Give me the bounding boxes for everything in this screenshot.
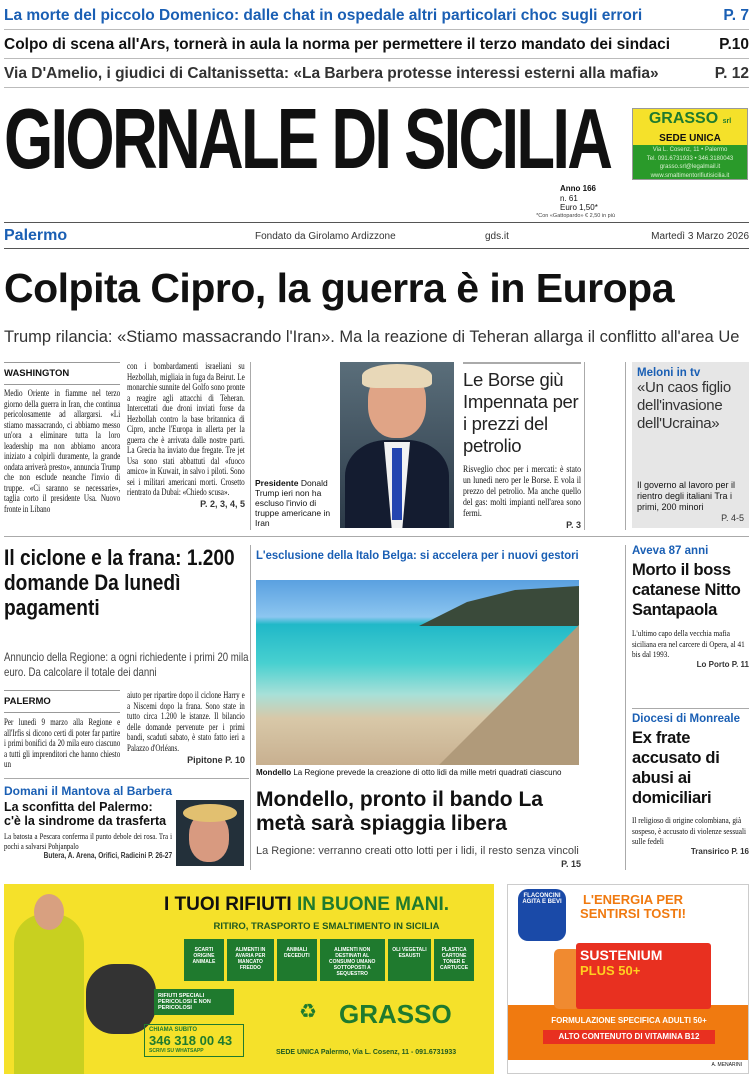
ad-line: ALTO CONTENUTO DI VITAMINA B12 [543,1030,715,1044]
site-link[interactable]: gds.it [485,231,509,242]
teaser-3[interactable] [4,60,749,88]
ad-service: PLASTICA CARTONE TONER E CARTUCCE [434,939,474,981]
meloni-page: P. 4-5 [721,513,744,523]
trump-photo [340,362,454,528]
ad-title-green: IN BUONE MANI. [297,894,449,915]
ad-special: RIFIUTI SPECIALI PERICOLOSI E NON PERICOLOSI [154,989,234,1015]
santapaola-headline[interactable]: Morto il boss catanese Nitto Santapaola [632,561,741,619]
meloni-kicker: Meloni in tv [637,367,701,379]
masthead-title: GIORNALE DI SICILIA [4,91,611,187]
ad-badge: FLACONCINI AGITA E BEVI [518,889,566,941]
recycle-icon: ♻ [299,1001,317,1023]
ad-line: Via L. Cosenz, 11 • Palermo [652,147,728,153]
mondello-kicker: L'esclusione della Italo Belga: si accelera per i nuovi gestori [256,550,579,562]
ad-brand: SUSTENIUM [580,947,663,963]
ad-call: CHIAMA SUBITO [149,1027,197,1033]
sustenium-ad[interactable] [507,884,749,1074]
borse-text: Risveglio choc per i mercati: è stato un lunedì nero per le Borse. E vola il prezzo del petrolio. Ma anche quello del gas: molti impianti nell'area sono fermi. [463,465,582,519]
santapaola-text: L'ultimo capo della vecchia mafia siciliana era nel carcere di Opera, al 41 bis dal 1993. [632,628,745,659]
mondello-beach-photo [256,580,579,765]
teaser-text: Colpo di scena all'Ars, tornerà in aula la norma per permettere il terzo mandato dei sindaci [4,35,671,53]
numero: n. 61 [560,193,578,203]
ad-title: I TUOI RIFIUTI [164,894,292,915]
dateline-city: Palermo [4,227,68,244]
anno: Anno 166 [560,184,597,193]
teaser-1[interactable] [4,2,749,30]
player-photo [176,800,244,866]
lead-subhead: Trump rilancia: «Stiamo massacrando l'Iran». Ma la reazione di Teheran allarga il conflitto all'area Ue [4,328,740,346]
ad-service: ANIMALI DECEDUTI [277,939,317,981]
ad-line: FORMULAZIONE SPECIFICA ADULTI 50+ [551,1016,707,1025]
ad-service: ALIMENTI NON DESTINATI AL CONSUMO UMANO SOTTOPOSTI A SEQUESTRO [320,939,385,981]
teaser-page: P. 7 [723,6,749,24]
prezzo: Euro 1,50* [560,203,598,212]
date: Martedì 3 Marzo 2026 [651,231,749,242]
borse-page: P. 3 [566,520,581,530]
ad-brand: GRASSO [648,110,719,127]
ciclone-subhead: Annuncio della Regione: a ogni richiedente i primi 20 mila euro. Da calcolare il totale dei danni [4,650,249,679]
borse-headline[interactable]: Le Borse giù Impennata per i prezzi del petrolio [463,369,579,456]
lead-kicker: WASHINGTON [4,362,120,385]
calcio-kicker: Domani il Mantova al Barbera [4,784,173,798]
ad-whatsapp: SCRIVI SU WHATSAPP [149,1048,204,1054]
author: Lo Porto [696,659,730,669]
ad-service: OLI VEGETALI ESAUSTI [388,939,431,981]
monreale-kicker: Diocesi di Monreale [632,713,741,725]
price-note: *Con «Gattopardo» € 2,50 in più [536,213,615,219]
page-ref: P. 11 [731,659,749,669]
authors: Butera, A. Arena, Orifici, Radicini [43,851,147,860]
santapaola-kicker: Aveva 87 anni [632,545,709,557]
page-ref: P. 16 [731,846,749,856]
header-ad[interactable] [632,108,748,180]
ad-line: grasso.srl@legalmail.it [659,164,721,170]
lead-caption [255,478,335,528]
meloni-text: Il governo al lavoro per il rientro degli italiani Tra i primi, 200 minori [637,480,736,512]
ciclone-col1: Per lunedì 9 marzo alla Regione e all'Irfis si dicono certi di poter far partire i primi bonifici da 20 mila euro ciascuno a tutti gli imprenditori che hanno chiesto un [4,717,121,769]
ad-maker: A. MENARINI [711,1062,742,1068]
ad-brand: GRASSO [339,999,452,1029]
founder: Fondato da Girolamo Ardizzone [255,231,396,242]
calcio-text: La batosta a Pescara conferma il punto debole dei rosa. Tra i pochi a salvarsi Pohjanpalo [4,831,172,851]
teaser-page: P.10 [719,35,749,53]
ad-phone[interactable]: 346 318 00 43 [149,1033,233,1048]
mondello-headline[interactable]: Mondello, pronto il bando La metà sarà spiaggia libera [256,788,543,835]
ad-service: SCARTI ORIGINE ANIMALE [184,939,224,981]
mondello-subhead: La Regione: verranno creati otto lotti per i lidi, il resto senza vincoli [256,845,579,857]
teaser-text: La morte del piccolo Domenico: dalle chat in ospedale altri particolari choc sugli errori [4,6,643,24]
grasso-ad[interactable] [4,884,494,1074]
author: Transirico [690,846,730,856]
teaser-text: Via D'Amelio, i giudici di Caltanissetta: «La Barbera protesse interessi esterni alla mafia» [4,64,659,82]
lead-headline[interactable]: Colpita Cipro, la guerra è in Europa [4,265,674,311]
mondello-page: P. 15 [561,859,581,869]
monreale-headline[interactable]: Ex frate accusato di abusi ai domiciliari [632,729,720,807]
monreale-text: Il religioso di origine colombiana, già sospeso, è accusato di violenze sessuali sulle fedeli [632,815,746,846]
page-ref: P. 10 [225,755,245,765]
ad-slogan: L'ENERGIA PER SENTIRSI TOSTI! [580,892,686,921]
meloni-headline: «Un caos figlio dell'invasione dell'Ucraina» [637,379,731,432]
page-ref: P. 26-27 [148,851,173,860]
lead-pages: P. 2, 3, 4, 5 [200,498,245,509]
lead-body-col2: con i bombardamenti israeliani su Hezbollah, migliaia in fuga da Beirut. Le monarchie sunnite del Golfo sono pronte a reagire agli attacchi di Teheran. Intercettati due droni inviati forse da Hezbollah contro la base britannica di Cipro, anche l'Europa in allerta per la guerra che è arrivata dalle nostre parti. La Grecia ha inviato due fregate. Tre jet Usa sono stati abbattuti dal «fuoco amico» in Kuwait, in salvo i piloti. Sono sei i militari americani morti. Crosetto rientrato da Dubai: «Chiedo scusa». [127,362,245,498]
ciclone-kicker: PALERMO [4,690,120,713]
caption-bold: Presidente [255,478,299,488]
caption-text: Donald Trump ieri non ha escluso l'invio di truppe americane in Iran [255,478,331,528]
ad-line: SEDE UNICA [659,133,721,144]
caption-bold: Mondello [256,768,292,777]
teaser-page: P. 12 [714,64,749,82]
mondello-caption [256,768,562,777]
ad-sub: RITIRO, TRASPORTO E SMALTIMENTO IN SICILIA [213,921,440,932]
caption-text: La Regione prevede la creazione di otto lidi da mille metri quadrati ciascuno [293,768,562,777]
ad-service: ALIMENTI IN AVARIA PER MANCATO FREDDO [227,939,274,981]
ad-plus: PLUS 50+ [580,963,641,978]
ad-suffix: srl [722,118,732,125]
meloni-box[interactable] [632,362,749,528]
teaser-2[interactable] [4,31,749,59]
calcio-headline[interactable]: La sconfitta del Palermo: c'è la sindrome da trasferta [4,800,167,828]
ciclone-headline[interactable]: Il ciclone e la frana: 1.200 domande Da lunedì pagamenti [4,545,235,620]
ciclone-col2: aiuto per ripartire dopo il ciclone Harry e a Niscemi dopo la frana. Sono state in tutto circa 1.200 le istanze. Il bilancio delle domande pervenute per i primi bandi, scaduti sabato, è stato fatto ieri a Palazzo d'Orléans. [127,690,245,753]
edition-info [560,184,615,213]
ad-line: Tel. 091.6731933 • 346.3180043 [646,155,734,162]
ad-address: SEDE UNICA Palermo, Via L. Cosenz, 11 - 091.6731933 [276,1049,457,1056]
ad-line: www.smaltimentorifiutisicilia.it [650,172,730,179]
lead-body-col1: Medio Oriente in fiamme nel terzo giorno della guerra in Iran, che continua pericolosamente ad allargarsi. «Li stiamo massacrando, ci abbiamo messo un'ora a eliminare tutta la loro leadership ma non abbiamo ancora iniziato a colpirli duramente, la grande ondata arriverà presto», annuncia Trump che non esclude neanche l'invio di truppe. «Ci saranno se necessarie», taglia corto il presidente Usa. Nuovo fronte in Libano [4,389,121,515]
author: Pipitone [187,755,223,765]
